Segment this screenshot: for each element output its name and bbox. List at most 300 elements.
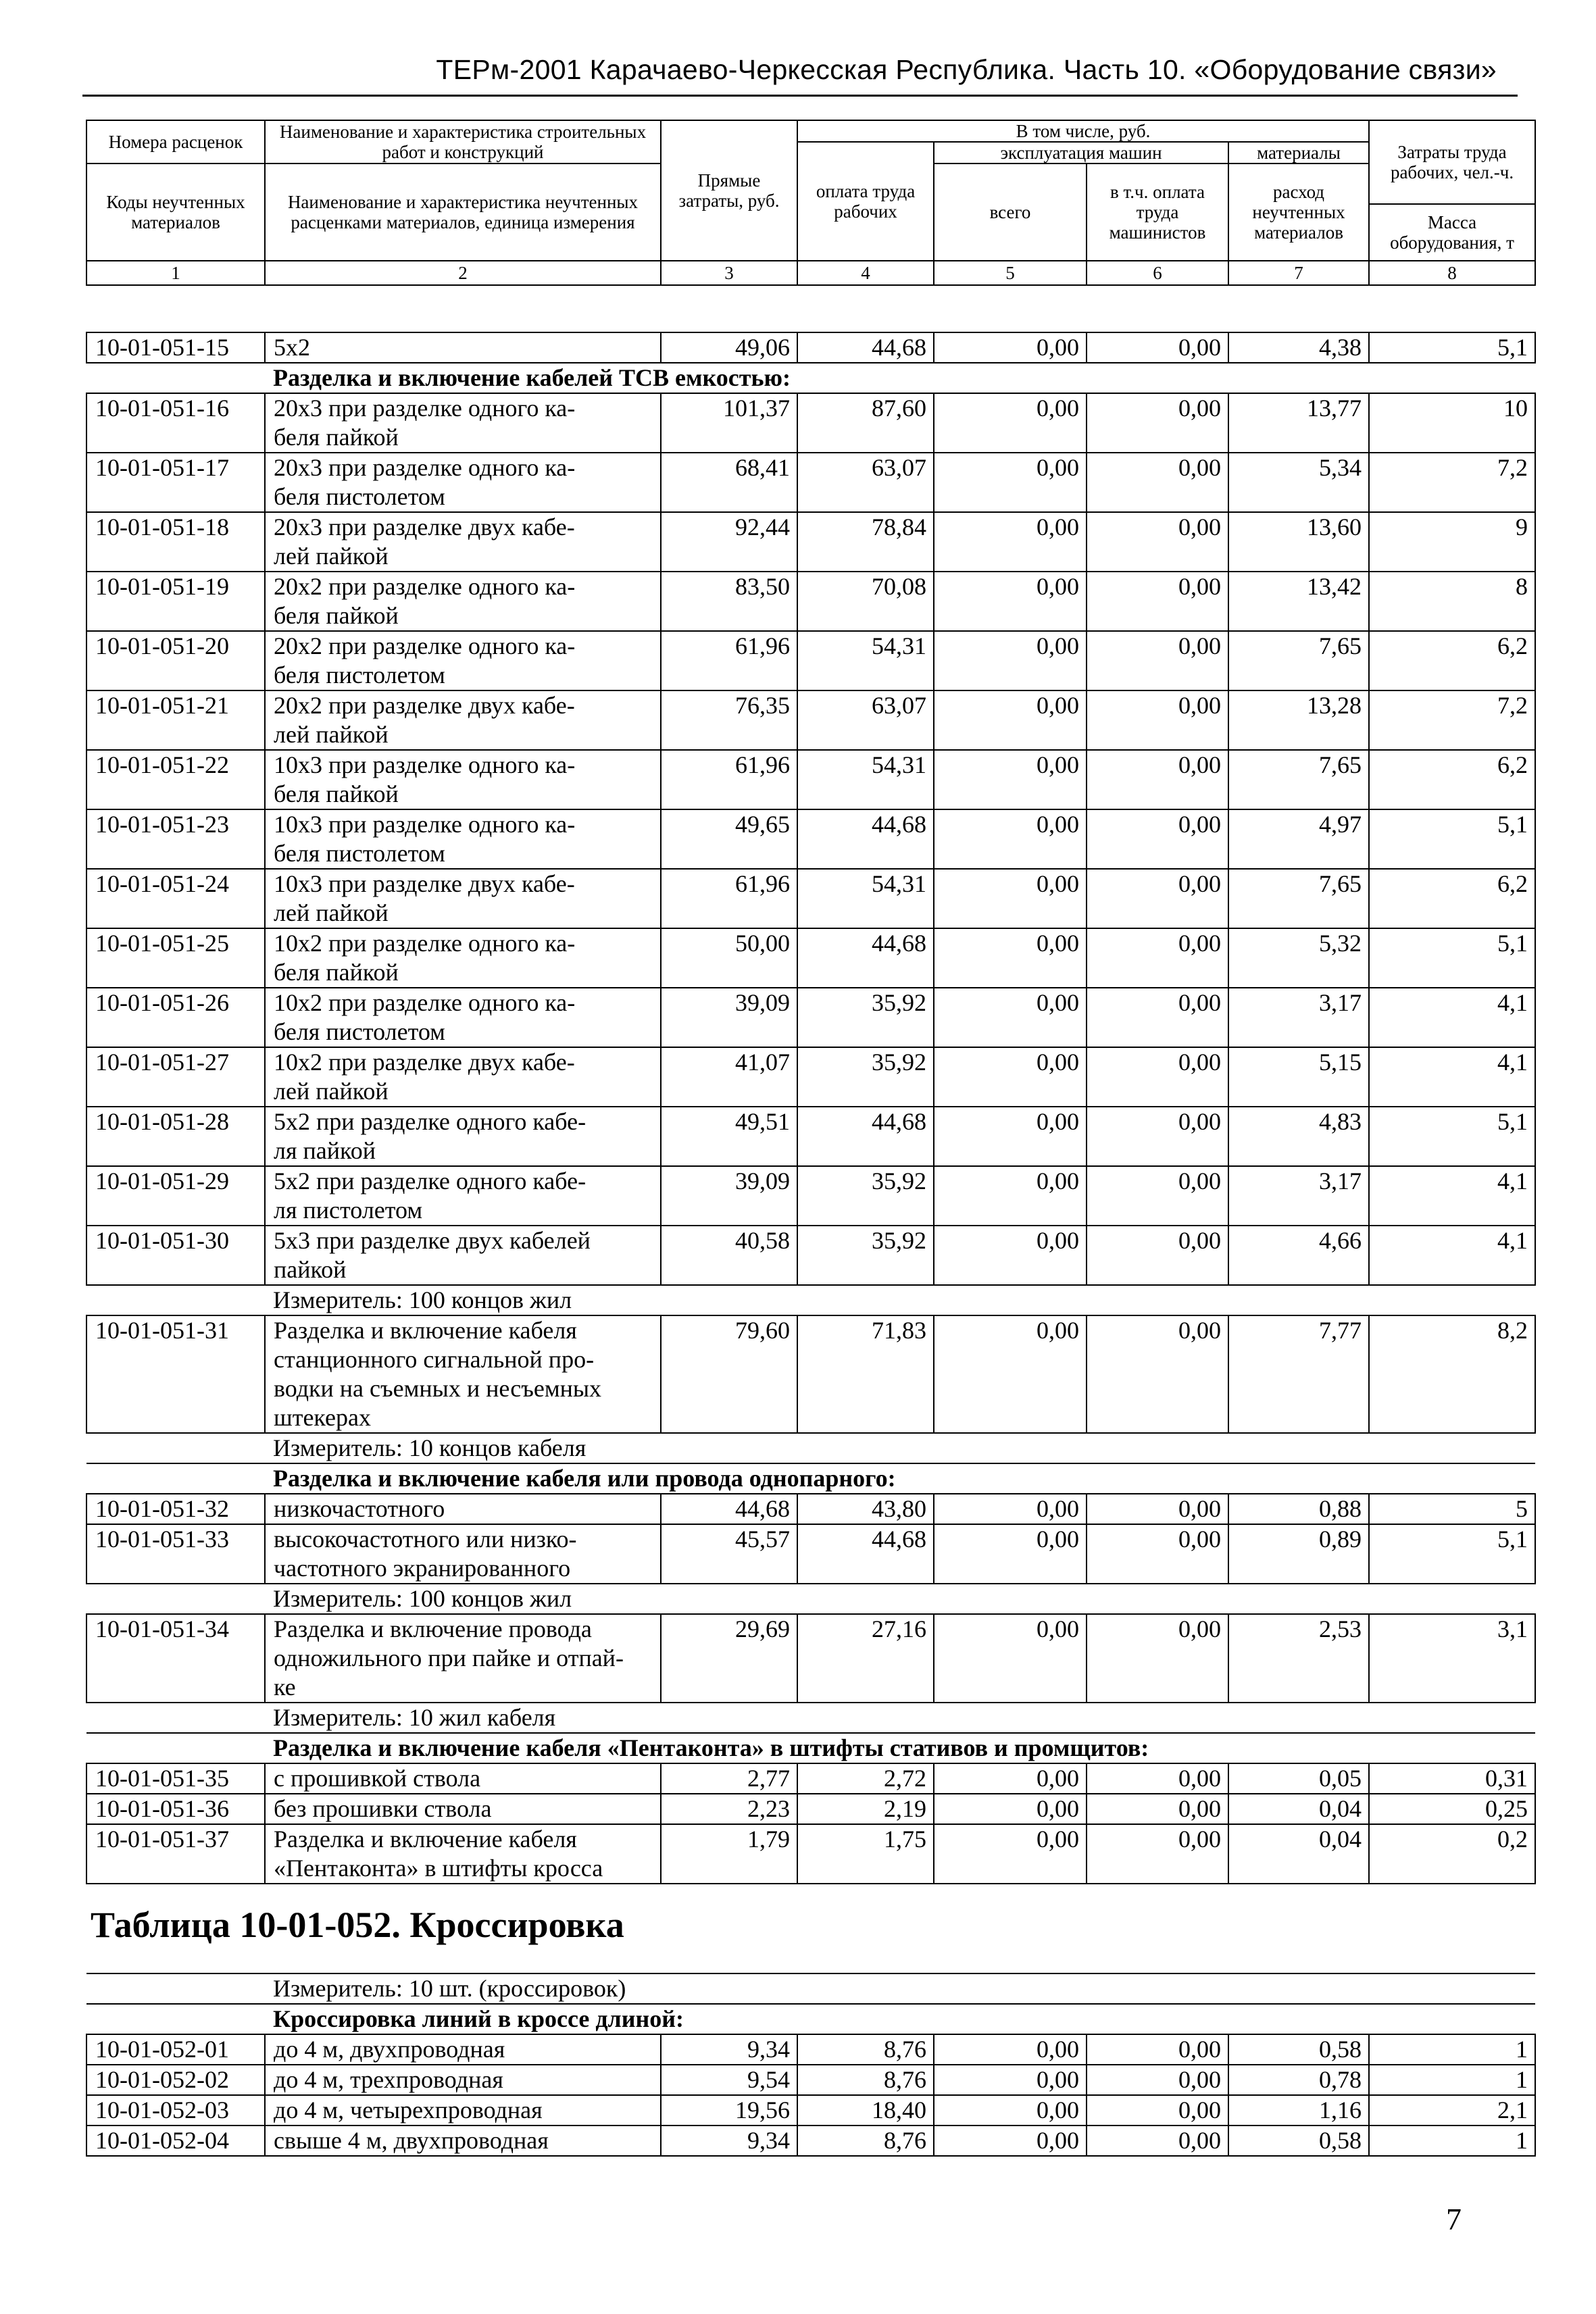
- machinist-pay: 0,00: [1087, 1226, 1228, 1285]
- section-spacer: [86, 2004, 265, 2034]
- direct-costs: 61,96: [661, 750, 797, 809]
- materials-cost: 7,65: [1228, 869, 1369, 928]
- header-rate-numbers: Номера расценок: [86, 120, 265, 164]
- materials-cost: 7,65: [1228, 750, 1369, 809]
- direct-costs: 19,56: [661, 2095, 797, 2126]
- labor-costs: 6,2: [1369, 750, 1535, 809]
- machinist-pay: 0,00: [1087, 332, 1228, 363]
- materials-cost: 13,28: [1228, 690, 1369, 750]
- machine-costs: 0,00: [934, 1524, 1087, 1584]
- section-row: [86, 1973, 1535, 2004]
- description-line: высокочастотного или низко-: [274, 1526, 577, 1553]
- section-spacer: [86, 1733, 265, 1763]
- header-name-works: Наименование и характеристика строительных работ и конструкций: [265, 120, 661, 164]
- rate-row: [86, 512, 1535, 572]
- machinist-pay: 0,00: [1087, 2095, 1228, 2126]
- section-row: [86, 1584, 1535, 1614]
- direct-costs: 2,23: [661, 1794, 797, 1824]
- labor-costs: 5,1: [1369, 809, 1535, 869]
- rate-row: [86, 1315, 1535, 1433]
- labor-costs: 5,1: [1369, 332, 1535, 363]
- machine-costs: 0,00: [934, 928, 1087, 988]
- labor-costs: 8: [1369, 572, 1535, 631]
- direct-costs: 49,06: [661, 332, 797, 363]
- machinist-pay: 0,00: [1087, 1315, 1228, 1433]
- description-line: частотного экранированного: [274, 1555, 571, 1582]
- description-line: беля пистолетом: [274, 1018, 445, 1045]
- rate-row: [86, 750, 1535, 809]
- machinist-pay: 0,00: [1087, 809, 1228, 869]
- work-description: [265, 332, 661, 363]
- worker-pay: 2,72: [797, 1763, 934, 1794]
- description-line: беля пайкой: [274, 959, 399, 986]
- rate-row: [86, 2126, 1535, 2156]
- section-heading: Разделка и включение кабеля или провода однопарного:: [265, 1463, 1535, 1494]
- rate-row: [86, 1824, 1535, 1884]
- section-spacer: [86, 363, 265, 393]
- machine-costs: 0,00: [934, 869, 1087, 928]
- materials-cost: 0,58: [1228, 2034, 1369, 2065]
- materials-cost: 5,15: [1228, 1047, 1369, 1107]
- work-description: [265, 2126, 661, 2156]
- description-line: 10х2 при разделке двух кабе-: [274, 1049, 575, 1076]
- work-description: [265, 1315, 661, 1433]
- rate-code: 10-01-052-03: [86, 2095, 265, 2126]
- direct-costs: 44,68: [661, 1494, 797, 1524]
- description-line: Разделка и включение кабеля: [274, 1826, 577, 1853]
- section-row: [86, 1703, 1535, 1733]
- rate-code: 10-01-051-28: [86, 1107, 265, 1166]
- description-line: 20х2 при разделке одного ка-: [274, 573, 576, 600]
- machine-costs: 0,00: [934, 988, 1087, 1047]
- description-line: лей пайкой: [274, 1078, 389, 1105]
- work-description: [265, 988, 661, 1047]
- section-row: [86, 1285, 1535, 1315]
- worker-pay: 54,31: [797, 750, 934, 809]
- materials-cost: 3,17: [1228, 988, 1369, 1047]
- rate-code: 10-01-051-17: [86, 453, 265, 512]
- description-line: лей пайкой: [274, 721, 389, 748]
- rate-row: [86, 1107, 1535, 1166]
- labor-costs: 8,2: [1369, 1315, 1535, 1433]
- unit-measure: Измеритель: 10 жил кабеля: [265, 1703, 1535, 1733]
- machinist-pay: 0,00: [1087, 1614, 1228, 1703]
- description-line: 20х3 при разделке одного ка-: [274, 454, 576, 481]
- machinist-pay: 0,00: [1087, 453, 1228, 512]
- labor-costs: 1: [1369, 2034, 1535, 2065]
- labor-costs: 5: [1369, 1494, 1535, 1524]
- direct-costs: 68,41: [661, 453, 797, 512]
- worker-pay: 44,68: [797, 1524, 934, 1584]
- machine-costs: 0,00: [934, 2126, 1087, 2156]
- column-number: 8: [1369, 261, 1535, 285]
- rate-code: 10-01-051-24: [86, 869, 265, 928]
- work-description: [265, 2034, 661, 2065]
- description-line: беля пистолетом: [274, 840, 445, 867]
- direct-costs: 2,77: [661, 1763, 797, 1794]
- description-line: штекерах: [274, 1404, 371, 1431]
- rate-code: 10-01-052-04: [86, 2126, 265, 2156]
- worker-pay: 63,07: [797, 690, 934, 750]
- description-line: 5х2: [274, 334, 310, 361]
- rate-row: [86, 393, 1535, 453]
- work-description: [265, 1226, 661, 1285]
- rate-code: 10-01-051-22: [86, 750, 265, 809]
- description-line: водки на съемных и несъемных: [274, 1375, 602, 1402]
- worker-pay: 54,31: [797, 631, 934, 690]
- worker-pay: 71,83: [797, 1315, 934, 1433]
- unit-measure: Измеритель: 100 концов жил: [265, 1584, 1535, 1614]
- description-line: пайкой: [274, 1256, 347, 1283]
- work-description: [265, 393, 661, 453]
- machinist-pay: 0,00: [1087, 1166, 1228, 1226]
- worker-pay: 87,60: [797, 393, 934, 453]
- column-header-table: [86, 120, 1536, 286]
- labor-costs: 5,1: [1369, 928, 1535, 988]
- machinist-pay: 0,00: [1087, 750, 1228, 809]
- machinist-pay: 0,00: [1087, 2034, 1228, 2065]
- table-title: Таблица 10-01-052. Кроссировка: [91, 1905, 624, 1945]
- description-line: беля пайкой: [274, 424, 399, 451]
- direct-costs: 49,51: [661, 1107, 797, 1166]
- machine-costs: 0,00: [934, 453, 1087, 512]
- worker-pay: 8,76: [797, 2065, 934, 2095]
- rate-code: 10-01-051-29: [86, 1166, 265, 1226]
- header-including: В том числе, руб.: [797, 120, 1369, 142]
- worker-pay: 27,16: [797, 1614, 934, 1703]
- labor-costs: 4,1: [1369, 1166, 1535, 1226]
- direct-costs: 76,35: [661, 690, 797, 750]
- description-line: «Пентаконта» в штифты кросса: [274, 1855, 603, 1882]
- rate-code: 10-01-051-19: [86, 572, 265, 631]
- header-machines-total: всего: [934, 164, 1087, 261]
- description-line: 5х2 при разделке одного кабе-: [274, 1167, 587, 1194]
- materials-cost: 1,16: [1228, 2095, 1369, 2126]
- worker-pay: 8,76: [797, 2126, 934, 2156]
- materials-cost: 5,32: [1228, 928, 1369, 988]
- header-materials: материалы: [1228, 142, 1369, 164]
- machinist-pay: 0,00: [1087, 1794, 1228, 1824]
- rate-row: [86, 928, 1535, 988]
- materials-cost: 4,38: [1228, 332, 1369, 363]
- rate-row: [86, 1763, 1535, 1794]
- section-spacer: [86, 1703, 265, 1733]
- direct-costs: 9,34: [661, 2034, 797, 2065]
- description-line: Разделка и включение кабеля: [274, 1317, 577, 1344]
- section-spacer: [86, 1285, 265, 1315]
- direct-costs: 1,79: [661, 1824, 797, 1884]
- machinist-pay: 0,00: [1087, 631, 1228, 690]
- worker-pay: 2,19: [797, 1794, 934, 1824]
- section-spacer: [86, 1463, 265, 1494]
- header-machinist-pay: в т.ч. оплата труда машинистов: [1087, 164, 1228, 261]
- materials-cost: 2,53: [1228, 1614, 1369, 1703]
- work-description: [265, 750, 661, 809]
- work-description: [265, 928, 661, 988]
- rate-code: 10-01-051-25: [86, 928, 265, 988]
- machinist-pay: 0,00: [1087, 1107, 1228, 1166]
- labor-costs: 4,1: [1369, 988, 1535, 1047]
- worker-pay: 35,92: [797, 1226, 934, 1285]
- description-line: беля пайкой: [274, 602, 399, 629]
- column-number-row: [86, 261, 1535, 285]
- materials-cost: 0,78: [1228, 2065, 1369, 2095]
- column-number: 3: [661, 261, 797, 285]
- work-description: [265, 809, 661, 869]
- worker-pay: 35,92: [797, 1166, 934, 1226]
- column-number: 5: [934, 261, 1087, 285]
- direct-costs: 101,37: [661, 393, 797, 453]
- direct-costs: 40,58: [661, 1226, 797, 1285]
- work-description: [265, 1524, 661, 1584]
- description-line: 10х3 при разделке одного ка-: [274, 811, 576, 838]
- machine-costs: 0,00: [934, 393, 1087, 453]
- machine-costs: 0,00: [934, 631, 1087, 690]
- rate-row: [86, 1614, 1535, 1703]
- direct-costs: 61,96: [661, 631, 797, 690]
- machinist-pay: 0,00: [1087, 1763, 1228, 1794]
- worker-pay: 43,80: [797, 1494, 934, 1524]
- machine-costs: 0,00: [934, 1107, 1087, 1166]
- rate-code: 10-01-051-37: [86, 1824, 265, 1884]
- materials-cost: 5,34: [1228, 453, 1369, 512]
- direct-costs: 39,09: [661, 988, 797, 1047]
- rate-row: [86, 453, 1535, 512]
- rate-row: [86, 988, 1535, 1047]
- description-line: 5х3 при разделке двух кабелей: [274, 1227, 591, 1254]
- machinist-pay: 0,00: [1087, 1047, 1228, 1107]
- worker-pay: 44,68: [797, 332, 934, 363]
- direct-costs: 83,50: [661, 572, 797, 631]
- description-line: с прошивкой ствола: [274, 1765, 481, 1792]
- direct-costs: 39,09: [661, 1166, 797, 1226]
- machinist-pay: 0,00: [1087, 988, 1228, 1047]
- materials-cost: 0,05: [1228, 1763, 1369, 1794]
- description-line: станционного сигнальной про-: [274, 1346, 595, 1373]
- labor-costs: 0,25: [1369, 1794, 1535, 1824]
- header-equipment-mass: Масса оборудования, т: [1369, 204, 1535, 261]
- work-description: [265, 690, 661, 750]
- direct-costs: 41,07: [661, 1047, 797, 1107]
- worker-pay: 63,07: [797, 453, 934, 512]
- machine-costs: 0,00: [934, 1315, 1087, 1433]
- rate-code: 10-01-051-36: [86, 1794, 265, 1824]
- rate-code: 10-01-051-20: [86, 631, 265, 690]
- column-number: 4: [797, 261, 934, 285]
- section-heading: Разделка и включение кабеля «Пентаконта» в штифты стативов и промщитов:: [265, 1733, 1535, 1763]
- machinist-pay: 0,00: [1087, 869, 1228, 928]
- description-line: до 4 м, трехпроводная: [274, 2066, 503, 2093]
- description-line: беля пистолетом: [274, 483, 445, 510]
- description-line: 10х3 при разделке двух кабе-: [274, 870, 575, 897]
- rate-row: [86, 1047, 1535, 1107]
- labor-costs: 2,1: [1369, 2095, 1535, 2126]
- rate-row: [86, 631, 1535, 690]
- rate-row: [86, 1226, 1535, 1285]
- materials-cost: 7,77: [1228, 1315, 1369, 1433]
- description-line: 20х2 при разделке двух кабе-: [274, 692, 575, 719]
- rate-row: [86, 2034, 1535, 2065]
- section-row: [86, 363, 1535, 393]
- direct-costs: 79,60: [661, 1315, 797, 1433]
- machine-costs: 0,00: [934, 2034, 1087, 2065]
- labor-costs: 6,2: [1369, 869, 1535, 928]
- materials-cost: 4,97: [1228, 809, 1369, 869]
- work-description: [265, 453, 661, 512]
- description-line: 10х2 при разделке одного ка-: [274, 930, 576, 957]
- machinist-pay: 0,00: [1087, 928, 1228, 988]
- rate-code: 10-01-052-01: [86, 2034, 265, 2065]
- unit-measure: Измеритель: 10 шт. (кроссировок): [265, 1973, 1535, 2004]
- section-row: [86, 2004, 1535, 2034]
- rate-row: [86, 2065, 1535, 2095]
- materials-cost: 4,66: [1228, 1226, 1369, 1285]
- labor-costs: 4,1: [1369, 1226, 1535, 1285]
- rate-code: 10-01-051-26: [86, 988, 265, 1047]
- labor-costs: 1: [1369, 2126, 1535, 2156]
- materials-cost: 13,42: [1228, 572, 1369, 631]
- description-line: беля пистолетом: [274, 661, 445, 688]
- rate-row: [86, 1166, 1535, 1226]
- running-header: ТЕРм-2001 Карачаево-Черкесская Республика. Часть 10. «Оборудование связи»: [436, 54, 1497, 85]
- machine-costs: 0,00: [934, 1614, 1087, 1703]
- worker-pay: 35,92: [797, 1047, 934, 1107]
- work-description: [265, 1824, 661, 1884]
- machine-costs: 0,00: [934, 1226, 1087, 1285]
- labor-costs: 1: [1369, 2065, 1535, 2095]
- direct-costs: 92,44: [661, 512, 797, 572]
- work-description: [265, 1614, 661, 1703]
- direct-costs: 29,69: [661, 1614, 797, 1703]
- description-line: лей пайкой: [274, 543, 389, 570]
- crossing-table: [86, 1973, 1536, 2157]
- section-row: [86, 1433, 1535, 1463]
- rate-row: [86, 1524, 1535, 1584]
- work-description: [265, 572, 661, 631]
- column-number: 2: [265, 261, 661, 285]
- description-line: Разделка и включение провода: [274, 1615, 592, 1642]
- description-line: ля пайкой: [274, 1137, 376, 1164]
- header-worker-pay: оплата труда рабочих: [797, 142, 934, 261]
- machine-costs: 0,00: [934, 1794, 1087, 1824]
- work-description: [265, 1166, 661, 1226]
- machinist-pay: 0,00: [1087, 512, 1228, 572]
- materials-cost: 0,04: [1228, 1794, 1369, 1824]
- rate-code: 10-01-051-32: [86, 1494, 265, 1524]
- machine-costs: 0,00: [934, 332, 1087, 363]
- header-labor-costs: Затраты труда рабочих, чел.-ч.: [1369, 120, 1535, 204]
- machinist-pay: 0,00: [1087, 2126, 1228, 2156]
- unit-measure: Измеритель: 10 концов кабеля: [265, 1433, 1535, 1463]
- rate-code: 10-01-051-21: [86, 690, 265, 750]
- rate-code: 10-01-052-02: [86, 2065, 265, 2095]
- labor-costs: 0,2: [1369, 1824, 1535, 1884]
- section-row: [86, 1463, 1535, 1494]
- rate-code: 10-01-051-31: [86, 1315, 265, 1433]
- rate-code: 10-01-051-35: [86, 1763, 265, 1794]
- direct-costs: 9,34: [661, 2126, 797, 2156]
- worker-pay: 18,40: [797, 2095, 934, 2126]
- labor-costs: 0,31: [1369, 1763, 1535, 1794]
- machinist-pay: 0,00: [1087, 572, 1228, 631]
- labor-costs: 7,2: [1369, 690, 1535, 750]
- description-line: до 4 м, двухпроводная: [274, 2036, 505, 2063]
- rate-row: [86, 572, 1535, 631]
- rate-code: 10-01-051-23: [86, 809, 265, 869]
- direct-costs: 49,65: [661, 809, 797, 869]
- description-line: одножильного при пайке и отпай-: [274, 1644, 624, 1671]
- rate-code: 10-01-051-30: [86, 1226, 265, 1285]
- machinist-pay: 0,00: [1087, 393, 1228, 453]
- worker-pay: 54,31: [797, 869, 934, 928]
- machine-costs: 0,00: [934, 2095, 1087, 2126]
- materials-cost: 13,77: [1228, 393, 1369, 453]
- worker-pay: 44,68: [797, 928, 934, 988]
- machine-costs: 0,00: [934, 512, 1087, 572]
- header-unaccounted-materials: расход неучтенных материалов: [1228, 164, 1369, 261]
- description-line: до 4 м, четырехпроводная: [274, 2096, 543, 2123]
- labor-costs: 7,2: [1369, 453, 1535, 512]
- work-description: [265, 512, 661, 572]
- worker-pay: 78,84: [797, 512, 934, 572]
- machine-costs: 0,00: [934, 572, 1087, 631]
- worker-pay: 35,92: [797, 988, 934, 1047]
- description-line: свыше 4 м, двухпроводная: [274, 2127, 549, 2154]
- rate-code: 10-01-051-33: [86, 1524, 265, 1584]
- machine-costs: 0,00: [934, 690, 1087, 750]
- work-description: [265, 1763, 661, 1794]
- machine-costs: 0,00: [934, 1494, 1087, 1524]
- materials-cost: 7,65: [1228, 631, 1369, 690]
- rate-row: [86, 809, 1535, 869]
- description-line: 5х2 при разделке одного кабе-: [274, 1108, 587, 1135]
- worker-pay: 1,75: [797, 1824, 934, 1884]
- description-line: 20х3 при разделке двух кабе-: [274, 513, 575, 540]
- column-number: 6: [1087, 261, 1228, 285]
- rate-row: [86, 1794, 1535, 1824]
- section-heading: Разделка и включение кабелей ТСВ емкостью:: [265, 363, 1535, 393]
- worker-pay: 8,76: [797, 2034, 934, 2065]
- worker-pay: 44,68: [797, 1107, 934, 1166]
- materials-cost: 0,04: [1228, 1824, 1369, 1884]
- description-line: 20х3 при разделке одного ка-: [274, 395, 576, 422]
- labor-costs: 10: [1369, 393, 1535, 453]
- machinist-pay: 0,00: [1087, 1524, 1228, 1584]
- header-name-materials: Наименование и характеристика неучтенных расценками материалов, единица измерения: [265, 164, 661, 261]
- machine-costs: 0,00: [934, 1047, 1087, 1107]
- description-line: ке: [274, 1674, 296, 1701]
- header-direct-costs: Прямые затраты, руб.: [661, 120, 797, 261]
- machine-costs: 0,00: [934, 1824, 1087, 1884]
- rate-row: [86, 869, 1535, 928]
- rate-code: 10-01-051-18: [86, 512, 265, 572]
- rate-code: 10-01-051-16: [86, 393, 265, 453]
- direct-costs: 50,00: [661, 928, 797, 988]
- direct-costs: 61,96: [661, 869, 797, 928]
- rate-row: [86, 690, 1535, 750]
- materials-cost: 3,17: [1228, 1166, 1369, 1226]
- labor-costs: 6,2: [1369, 631, 1535, 690]
- materials-cost: 0,58: [1228, 2126, 1369, 2156]
- materials-cost: 13,60: [1228, 512, 1369, 572]
- labor-costs: 5,1: [1369, 1524, 1535, 1584]
- header-machine-ops: эксплуатация машин: [934, 142, 1228, 164]
- section-spacer: [86, 1584, 265, 1614]
- description-line: беля пайкой: [274, 780, 399, 807]
- column-number: 1: [86, 261, 265, 285]
- work-description: [265, 631, 661, 690]
- section-spacer: [86, 1973, 265, 2004]
